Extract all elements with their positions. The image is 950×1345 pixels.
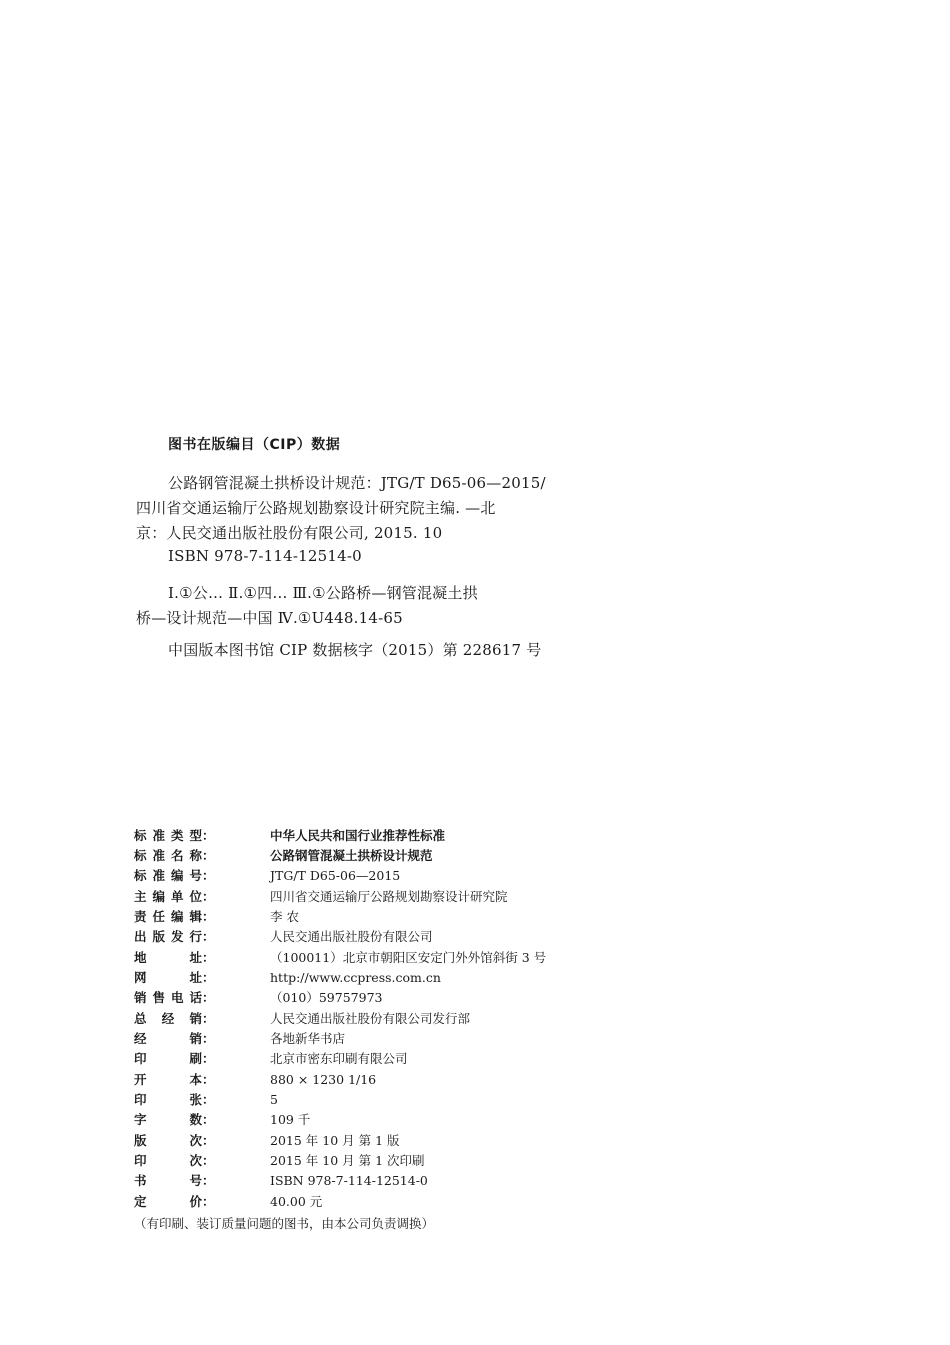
imprint-row-standard-type: 标准类型： 中华人民共和国行业推荐性标准 xyxy=(134,826,445,846)
imprint-value: 公路钢管混凝土拱桥设计规范 xyxy=(270,848,433,863)
imprint-row-printing: 印 次： 2015 年 10 月 第 1 次印刷 xyxy=(134,1151,425,1171)
imprint-label: 主编单位 xyxy=(134,889,202,904)
imprint-label: 书 号 xyxy=(134,1173,202,1188)
imprint-row-printer: 印 刷： 北京市密东印刷有限公司 xyxy=(134,1049,408,1069)
imprint-row-format: 开 本： 880 × 1230 1/16 xyxy=(134,1070,376,1090)
imprint-row-address: 地 址： （100011）北京市朝阳区安定门外外馆斜街 3 号 xyxy=(134,948,546,968)
imprint-label: 责任编辑 xyxy=(134,909,202,924)
imprint-row-publisher: 出版发行： 人民交通出版社股份有限公司 xyxy=(134,927,433,947)
imprint-value: 四川省交通运输厅公路规划勘察设计研究院 xyxy=(270,889,508,904)
imprint-value: 人民交通出版社股份有限公司发行部 xyxy=(270,1011,471,1026)
imprint-value: 北京市密东印刷有限公司 xyxy=(270,1051,408,1066)
imprint-label: 印 刷 xyxy=(134,1051,202,1066)
cip-line: 京：人民交通出版社股份有限公司, 2015. 10 xyxy=(136,524,443,542)
imprint-row-retailer: 经 销： 各地新华书店 xyxy=(134,1029,345,1049)
imprint-label: 印 张 xyxy=(134,1092,202,1107)
imprint-value: 中华人民共和国行业推荐性标准 xyxy=(270,828,446,843)
cip-record-number: 中国版本图书馆 CIP 数据核字（2015）第 228617 号 xyxy=(168,641,542,659)
cip-classification-line: 桥—设计规范—中国 Ⅳ.①U448.14-65 xyxy=(136,609,403,627)
cip-heading: 图书在版编目（CIP）数据 xyxy=(168,437,341,453)
imprint-label: 地 址 xyxy=(134,950,202,965)
imprint-row-distributor: 总 经 销： 人民交通出版社股份有限公司发行部 xyxy=(134,1009,470,1029)
imprint-label: 经 销 xyxy=(134,1031,202,1046)
imprint-value: （100011）北京市朝阳区安定门外外馆斜街 3 号 xyxy=(270,950,547,965)
imprint-row-book-number: 书 号： ISBN 978-7-114-12514-0 xyxy=(134,1171,428,1191)
imprint-row-edition: 版 次： 2015 年 10 月 第 1 版 xyxy=(134,1131,400,1151)
imprint-label: 出版发行 xyxy=(134,929,202,944)
imprint-label: 定 价 xyxy=(134,1194,202,1209)
imprint-value: ISBN 978-7-114-12514-0 xyxy=(270,1173,428,1188)
imprint-label: 销售电话 xyxy=(134,990,202,1005)
imprint-row-editor-unit: 主编单位： 四川省交通运输厅公路规划勘察设计研究院 xyxy=(134,887,508,907)
imprint-label: 网 址 xyxy=(134,970,202,985)
imprint-label: 标准类型 xyxy=(134,828,202,843)
imprint-row-price: 定 价： 40.00 元 xyxy=(134,1192,322,1212)
imprint-value: 40.00 元 xyxy=(270,1194,323,1209)
imprint-value: 各地新华书店 xyxy=(270,1031,346,1046)
imprint-row-sales-phone: 销售电话： （010）59757973 xyxy=(134,988,382,1008)
cip-line: 四川省交通运输厅公路规划勘察设计研究院主编. —北 xyxy=(136,499,496,517)
imprint-row-standard-number: 标准编号： JTG/T D65-06—2015 xyxy=(134,866,400,886)
cip-classification-line: Ⅰ.①公… Ⅱ.①四… Ⅲ.①公路桥—钢管混凝土拱 xyxy=(168,584,478,602)
imprint-row-responsible-editor: 责任编辑： 李 农 xyxy=(134,907,299,927)
imprint-value: JTG/T D65-06—2015 xyxy=(270,868,401,883)
imprint-value: 880 × 1230 1/16 xyxy=(270,1072,377,1087)
imprint-value: 人民交通出版社股份有限公司 xyxy=(270,929,433,944)
imprint-label: 标准名称 xyxy=(134,848,202,863)
imprint-value: http://www.ccpress.com.cn xyxy=(270,970,441,985)
imprint-value: 李 农 xyxy=(270,909,299,924)
imprint-value: 2015 年 10 月 第 1 版 xyxy=(270,1133,400,1148)
quality-note: （有印刷、装订质量问题的图书，由本公司负责调换） xyxy=(134,1216,435,1231)
imprint-row-standard-name: 标准名称： 公路钢管混凝土拱桥设计规范 xyxy=(134,846,433,866)
imprint-value: 109 千 xyxy=(270,1112,311,1127)
imprint-label: 总 经 销 xyxy=(134,1011,202,1026)
imprint-row-word-count: 字 数： 109 千 xyxy=(134,1110,310,1130)
imprint-value: 5 xyxy=(270,1092,278,1107)
cip-isbn-line: ISBN 978-7-114-12514-0 xyxy=(168,547,362,565)
imprint-label: 标准编号 xyxy=(134,868,202,883)
imprint-label: 印 次 xyxy=(134,1153,202,1168)
imprint-row-website: 网 址： http://www.ccpress.com.cn xyxy=(134,968,441,988)
imprint-label: 字 数 xyxy=(134,1112,202,1127)
imprint-row-sheets: 印 张： 5 xyxy=(134,1090,278,1110)
imprint-value: 2015 年 10 月 第 1 次印刷 xyxy=(270,1153,425,1168)
cip-line: 公路钢管混凝土拱桥设计规范：JTG/T D65-06—2015/ xyxy=(168,474,546,492)
imprint-label: 开 本 xyxy=(134,1072,202,1087)
imprint-label: 版 次 xyxy=(134,1133,202,1148)
imprint-value: （010）59757973 xyxy=(270,990,383,1005)
